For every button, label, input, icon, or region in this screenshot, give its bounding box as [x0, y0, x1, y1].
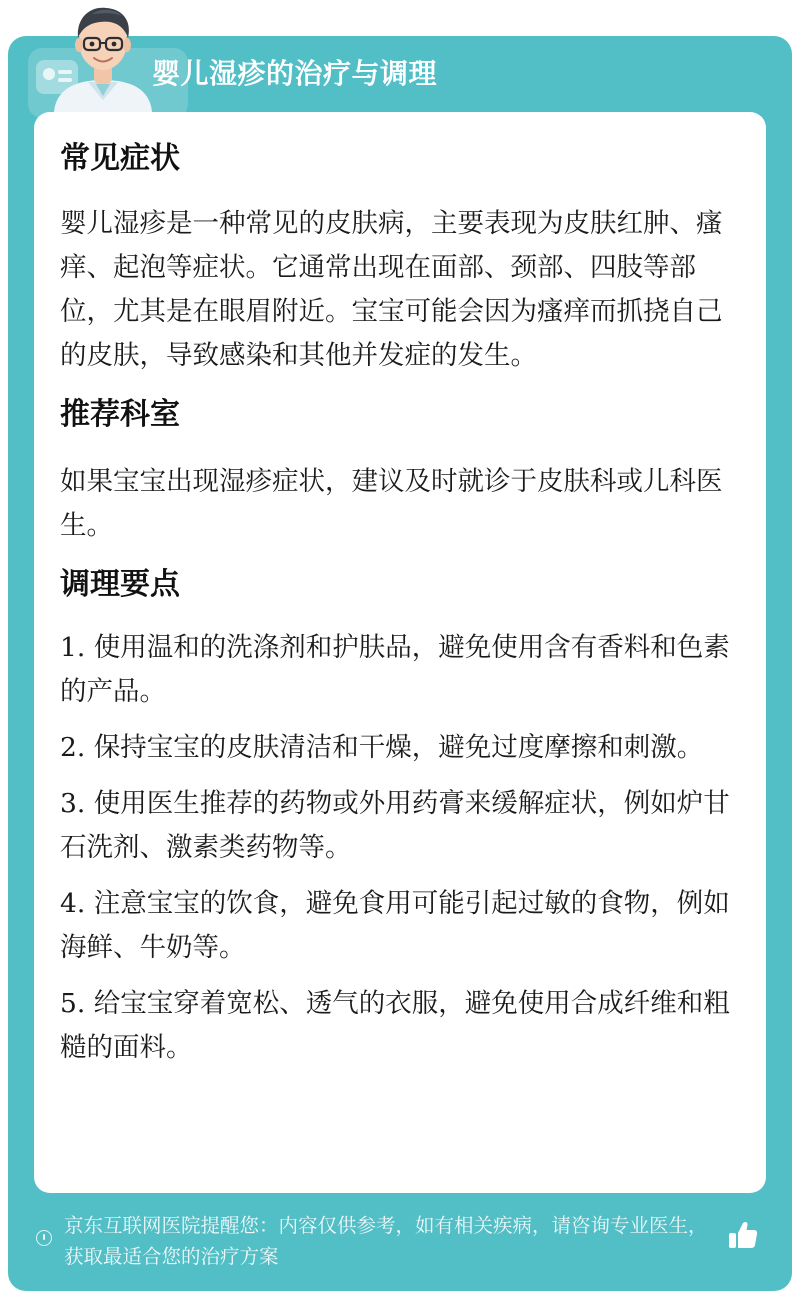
info-icon — [36, 1230, 52, 1246]
list-item-text: 使用温和的洗涤剂和护肤品，避免使用含有香料和色素的产品。 — [60, 632, 730, 707]
care-list — [60, 626, 740, 1070]
list-item-text: 注意宝宝的饮食，避免食用可能引起过敏的食物，例如海鲜、牛奶等。 — [60, 888, 730, 963]
disclaimer-text: 京东互联网医院提醒您：内容仅供参考，如有相关疾病，请咨询专业医生，获取最适合您的治疗方案 — [64, 1214, 708, 1268]
list-item-number: 5. — [60, 988, 86, 1019]
list-item — [60, 782, 740, 870]
list-item — [60, 882, 740, 970]
page-title: 婴儿湿疹的治疗与调理 — [152, 57, 438, 90]
list-item-number: 2. — [60, 732, 86, 763]
symptoms-text: 婴儿湿疹是一种常见的皮肤病，主要表现为皮肤红肿、瘙痒、起泡等症状。它通常出现在面部、颈部、四肢等部位，尤其是在眼眉附近。宝宝可能会因为瘙痒而抓挠自己的皮肤，导致感染和其他并发症的发生。 — [60, 208, 723, 371]
department-text: 如果宝宝出现湿疹症状，建议及时就诊于皮肤科或儿科医生。 — [60, 466, 723, 541]
list-item-number: 4. — [60, 888, 86, 919]
list-item — [60, 726, 740, 770]
section-title-symptoms: 常见症状 — [60, 141, 180, 176]
doctor-avatar-icon — [48, 0, 158, 112]
list-item-number: 1. — [60, 632, 86, 663]
list-item — [60, 982, 740, 1070]
thumbs-up-icon[interactable] — [726, 1218, 760, 1252]
list-item — [60, 626, 740, 714]
content-card — [34, 112, 766, 1193]
section-title-department: 推荐科室 — [60, 397, 180, 432]
section-title-care: 调理要点 — [60, 567, 180, 602]
list-item-text: 保持宝宝的皮肤清洁和干燥，避免过度摩擦和刺激。 — [93, 732, 704, 763]
list-item-text: 使用医生推荐的药物或外用药膏来缓解症状，例如炉甘石洗剂、激素类药物等。 — [60, 788, 730, 863]
list-item-text: 给宝宝穿着宽松、透气的衣服，避免使用合成纤维和粗糙的面料。 — [60, 988, 730, 1063]
list-item-number: 3. — [60, 788, 86, 819]
